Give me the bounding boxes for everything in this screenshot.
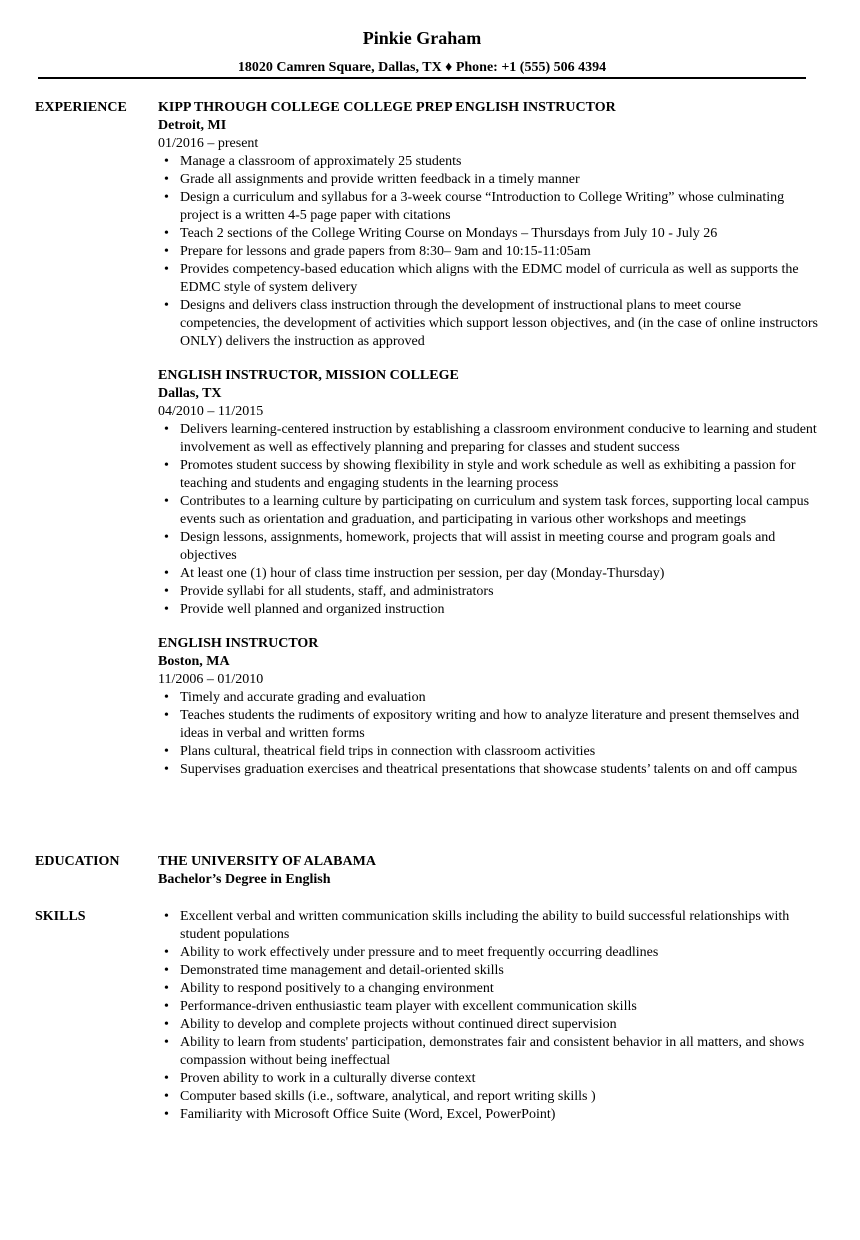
bullet-item: • Designs and delivers class instruction through the development of instructional plans to meet course competencies, the development of activities which support lesson objectives, and (in the case of online instructors ONLY) delivers the instruction as approved (180, 297, 818, 351)
job-location: Boston, MA (158, 654, 230, 669)
header-divider (38, 77, 806, 79)
job-bullets (158, 421, 818, 619)
skill-item: • Ability to develop and complete projects without continued direct supervision (180, 1016, 818, 1034)
bullet-item: • Design a curriculum and syllabus for a 3-week course “Introduction to College Writing” whose culminating project is a written 4-5 page paper with citations (180, 189, 818, 225)
school-name: THE UNIVERSITY OF ALABAMA (158, 854, 376, 869)
bullet-item: • Teach 2 sections of the College Writing Course on Mondays – Thursdays from July 10 - July 26 (180, 225, 818, 243)
degree: Bachelor’s Degree in English (158, 872, 331, 887)
job-entry (158, 367, 818, 619)
bullet-item: • Grade all assignments and provide written feedback in a timely manner (180, 171, 818, 189)
education-body (158, 853, 818, 889)
bullet-item: • Manage a classroom of approximately 25 students (180, 153, 818, 171)
bullet-item: • Contributes to a learning culture by participating on curriculum and system task forces, supporting local campus events such as orientation and graduation, and participating in various other workshops and meetings (180, 493, 818, 529)
bullet-item: • Provide well planned and organized instruction (180, 601, 818, 619)
job-location: Dallas, TX (158, 386, 222, 401)
job-title: KIPP THROUGH COLLEGE COLLEGE PREP ENGLISH INSTRUCTOR (158, 100, 616, 115)
skills-list (158, 908, 818, 1124)
experience-body (158, 99, 818, 795)
bullet-item: • Provide syllabi for all students, staff, and administrators (180, 583, 818, 601)
job-entry (158, 635, 818, 779)
contact-line: 18020 Camren Square, Dallas, TX ♦ Phone: +1 (555) 506 4394 (237, 60, 607, 75)
job-dates: 01/2016 – present (158, 136, 259, 151)
job-bullets (158, 153, 818, 351)
bullet-item: • Prepare for lessons and grade papers from 8:30– 9am and 10:15-11:05am (180, 243, 818, 261)
bullet-item: • Teaches students the rudiments of expository writing and how to analyze literature and present themselves and ideas in verbal and written forms (180, 707, 818, 743)
job-title: ENGLISH INSTRUCTOR (158, 636, 319, 651)
skill-item: • Ability to work effectively under pressure and to meet frequently occurring deadlines (180, 944, 818, 962)
bullet-item: • Supervises graduation exercises and theatrical presentations that showcase students’ talents on and off campus (180, 761, 818, 779)
bullet-item: • Timely and accurate grading and evaluation (180, 689, 818, 707)
bullet-item: • Plans cultural, theatrical field trips in connection with classroom activities (180, 743, 818, 761)
bullet-item: • At least one (1) hour of class time instruction per session, per day (Monday-Thursday) (180, 565, 818, 583)
section-title-education: EDUCATION (35, 854, 120, 869)
job-bullets (158, 689, 818, 779)
job-dates: 11/2006 – 01/2010 (158, 672, 264, 687)
candidate-name: Pinkie Graham (362, 28, 482, 48)
skill-item: • Ability to respond positively to a changing environment (180, 980, 818, 998)
bullet-item: • Promotes student success by showing flexibility in style and work schedule as well as exhibiting a passion for teaching and students and engaging students in the learning process (180, 457, 818, 493)
bullet-item: • Design lessons, assignments, homework, projects that will assist in meeting course and program goals and objectives (180, 529, 818, 565)
bullet-item: • Provides competency-based education which aligns with the EDMC model of curricula as well as supports the EDMC style of system delivery (180, 261, 818, 297)
job-entry (158, 99, 818, 351)
skill-item: • Familiarity with Microsoft Office Suite (Word, Excel, PowerPoint) (180, 1106, 818, 1124)
skill-item: • Performance-driven enthusiastic team player with excellent communication skills (180, 998, 818, 1016)
section-title-skills: SKILLS (35, 909, 86, 924)
section-title-experience: EXPERIENCE (35, 100, 127, 115)
job-dates: 04/2010 – 11/2015 (158, 404, 264, 419)
job-location: Detroit, MI (158, 118, 227, 133)
skill-item: • Computer based skills (i.e., software, analytical, and report writing skills ) (180, 1088, 818, 1106)
skill-item: • Proven ability to work in a culturally diverse context (180, 1070, 818, 1088)
skill-item: • Demonstrated time management and detail-oriented skills (180, 962, 818, 980)
skills-body (158, 908, 818, 1124)
job-title: ENGLISH INSTRUCTOR, MISSION COLLEGE (158, 368, 459, 383)
skill-item: • Excellent verbal and written communication skills including the ability to build successful relationships with student populations (180, 908, 818, 944)
bullet-item: • Delivers learning-centered instruction by establishing a classroom environment conducive to learning and student involvement as well as effectively planning and preparing for classes and student success (180, 421, 818, 457)
skill-item: • Ability to learn from students' participation, demonstrates fair and consistent behavior in all matters, and shows compassion without being ineffectual (180, 1034, 818, 1070)
